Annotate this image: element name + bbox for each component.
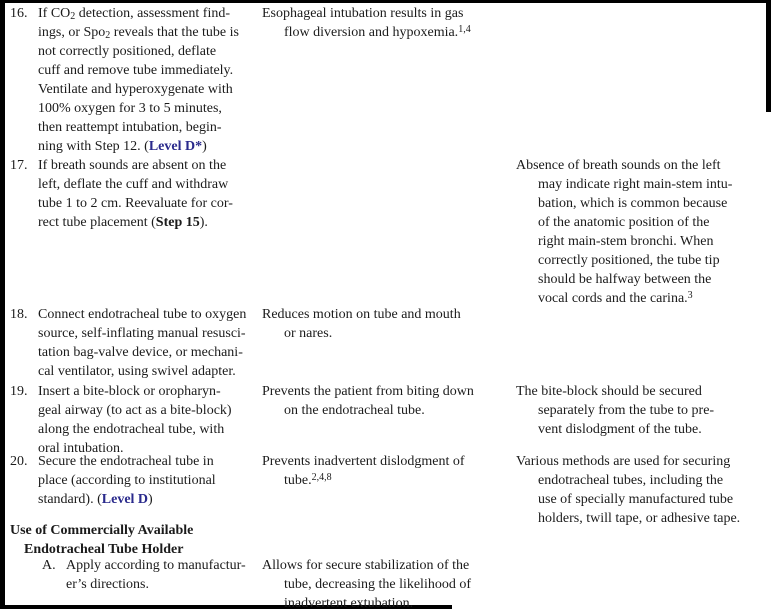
text-segment: Endotracheal Tube Holder	[24, 542, 184, 557]
text-segment: Insert a bite-block or oropharyn-	[38, 384, 221, 399]
step-line	[38, 118, 256, 137]
step-line	[38, 382, 256, 401]
text-segment: Secure the endotracheal tube in	[38, 454, 214, 469]
rationale-cell	[262, 556, 512, 613]
rationale-line	[262, 471, 512, 490]
rationale-line	[262, 556, 512, 575]
text-segment: ings, or Spo	[38, 25, 106, 40]
step-line	[38, 490, 256, 509]
considerations-line	[516, 251, 771, 270]
step-line	[38, 194, 256, 213]
rationale-cell	[262, 305, 512, 343]
considerations-line	[516, 194, 771, 213]
rationale-cell	[262, 4, 512, 42]
text-segment: vocal cords and the carina.	[538, 291, 688, 306]
text-segment: Prevents inadvertent dislodgment of	[262, 454, 465, 469]
step-line	[38, 99, 256, 118]
text-segment: of the anatomic position of the	[538, 215, 710, 230]
considerations-line	[516, 289, 771, 308]
text-segment: tation bag-valve device, or mechani-	[38, 345, 243, 360]
step-line	[38, 42, 256, 61]
text-segment: then reattempt intubation, begin-	[38, 120, 222, 135]
text-segment: The bite-block should be secured	[516, 384, 702, 399]
step-line	[38, 23, 256, 42]
text-segment: reveals that the tube is	[110, 25, 239, 40]
step-line	[38, 324, 256, 343]
text-segment: ).	[199, 215, 208, 230]
text-segment: tube, decreasing the likelihood of	[284, 577, 471, 592]
text-segment: 100% oxygen for 3 to 5 minutes,	[38, 101, 222, 116]
text-segment: Connect endotracheal tube to oxygen	[38, 307, 247, 322]
step-cell	[10, 4, 256, 156]
considerations-cell	[516, 452, 771, 528]
considerations-line	[516, 452, 771, 471]
text-segment: Absence of breath sounds on the left	[516, 158, 721, 173]
text-segment: 3	[687, 290, 693, 301]
rationale-line	[262, 4, 512, 23]
text-segment: If breath sounds are absent on the	[38, 158, 227, 173]
rationale-line	[262, 324, 512, 343]
text-segment: ning with Step 12. (	[38, 139, 149, 154]
considerations-cell	[516, 382, 771, 439]
rationale-line	[262, 401, 512, 420]
considerations-line	[516, 471, 771, 490]
text-segment: )	[148, 492, 153, 507]
text-segment: 2	[70, 11, 76, 22]
text-segment: along the endotracheal tube, with	[38, 422, 225, 437]
text-segment: place (according to institutional	[38, 473, 216, 488]
step-line	[10, 521, 256, 540]
text-segment: Reduces motion on tube and mouth	[262, 307, 461, 322]
rationale-line	[262, 575, 512, 594]
text-segment: holders, twill tape, or adhesive tape.	[538, 511, 741, 526]
considerations-line	[516, 270, 771, 289]
step-line	[38, 343, 256, 362]
text-segment: endotracheal tubes, including the	[538, 473, 724, 488]
considerations-line	[516, 420, 771, 439]
text-segment: rect tube placement (	[38, 215, 156, 230]
text-segment: detection, assessment find-	[75, 6, 231, 21]
text-segment: 2,4,8	[311, 472, 332, 483]
step-line	[66, 556, 256, 575]
text-segment: cuff and remove tube immediately.	[38, 63, 234, 78]
text-segment: may indicate right main-stem intu-	[538, 177, 733, 192]
step-cell	[10, 521, 256, 559]
step-line	[38, 305, 256, 324]
step-line	[38, 137, 256, 156]
text-segment: Apply according to manufactur-	[66, 558, 246, 573]
text-segment: vent dislodgment of the tube.	[538, 422, 702, 437]
text-segment: If CO	[38, 6, 71, 21]
text-segment: tube.	[284, 473, 312, 488]
step-number: 18.	[10, 307, 28, 322]
text-segment: Esophageal intubation results in gas	[262, 6, 464, 21]
step-line	[38, 213, 256, 232]
step-cell	[10, 382, 256, 458]
step-number: 16.	[10, 6, 28, 21]
step-number: 19.	[10, 384, 28, 399]
text-segment: Use of Commercially Available	[10, 523, 194, 538]
step-line	[38, 420, 256, 439]
evidence-level-label: Level D	[101, 492, 149, 507]
text-segment: Ventilate and hyperoxygenate with	[38, 82, 233, 97]
step-cell	[10, 452, 256, 509]
step-line	[38, 61, 256, 80]
text-segment: )	[202, 139, 207, 154]
text-segment: right main-stem bronchi. When	[538, 234, 714, 249]
step-line	[38, 362, 256, 381]
text-segment: oral intubation.	[38, 441, 124, 456]
considerations-line	[516, 490, 771, 509]
text-segment: tube 1 to 2 cm. Reevaluate for cor-	[38, 196, 233, 211]
considerations-line	[516, 382, 771, 401]
text-segment: or nares.	[284, 326, 333, 341]
step-line	[66, 575, 256, 594]
considerations-line	[516, 401, 771, 420]
text-segment: bation, which is common because	[538, 196, 728, 211]
step-cell	[10, 156, 256, 232]
step-number: A.	[42, 558, 56, 573]
text-segment: source, self-inflating manual resusci-	[38, 326, 246, 341]
text-segment: Step 15	[155, 215, 200, 230]
step-number: 20.	[10, 454, 28, 469]
text-segment: Various methods are used for securing	[516, 454, 731, 469]
rationale-cell	[262, 382, 512, 420]
rationale-cell	[262, 452, 512, 490]
step-cell	[10, 305, 256, 381]
text-segment: standard). (	[38, 492, 102, 507]
considerations-line	[516, 213, 771, 232]
frame-border-top	[0, 0, 771, 3]
step-line	[38, 156, 256, 175]
text-segment: use of specially manufactured tube	[538, 492, 734, 507]
text-segment: separately from the tube to pre-	[538, 403, 715, 418]
rationale-line	[262, 382, 512, 401]
considerations-line	[516, 156, 771, 175]
step-line	[38, 80, 256, 99]
text-segment: Allows for secure stabilization of the	[262, 558, 470, 573]
text-segment: Prevents the patient from biting down	[262, 384, 474, 399]
evidence-level-label: Level D*	[148, 139, 203, 154]
rationale-line	[262, 305, 512, 324]
text-segment: 2	[105, 30, 111, 41]
text-segment: cal ventilator, using swivel adapter.	[38, 364, 236, 379]
step-number: 17.	[10, 158, 28, 173]
considerations-line	[516, 232, 771, 251]
text-segment: should be halfway between the	[538, 272, 712, 287]
step-line	[38, 175, 256, 194]
frame-border-right	[766, 0, 771, 112]
text-segment: 1,4	[458, 24, 471, 35]
text-segment: er’s directions.	[66, 577, 149, 592]
text-segment: geal airway (to act as a bite-block)	[38, 403, 232, 418]
rationale-line	[262, 452, 512, 471]
considerations-cell	[516, 156, 771, 308]
frame-border-left	[0, 0, 5, 609]
text-segment: left, deflate the cuff and withdraw	[38, 177, 229, 192]
step-line	[38, 452, 256, 471]
rationale-line	[262, 594, 512, 613]
text-segment: not correctly positioned, deflate	[38, 44, 217, 59]
text-segment: correctly positioned, the tube tip	[538, 253, 720, 268]
considerations-line	[516, 175, 771, 194]
rationale-line	[262, 23, 512, 42]
step-line	[38, 401, 256, 420]
step-cell	[10, 556, 256, 594]
text-segment: flow diversion and hypoxemia.	[284, 25, 459, 40]
step-line	[38, 4, 256, 23]
text-segment: on the endotracheal tube.	[284, 403, 425, 418]
step-line	[38, 471, 256, 490]
considerations-line	[516, 509, 771, 528]
text-segment: inadvertent extubation.	[284, 596, 414, 611]
